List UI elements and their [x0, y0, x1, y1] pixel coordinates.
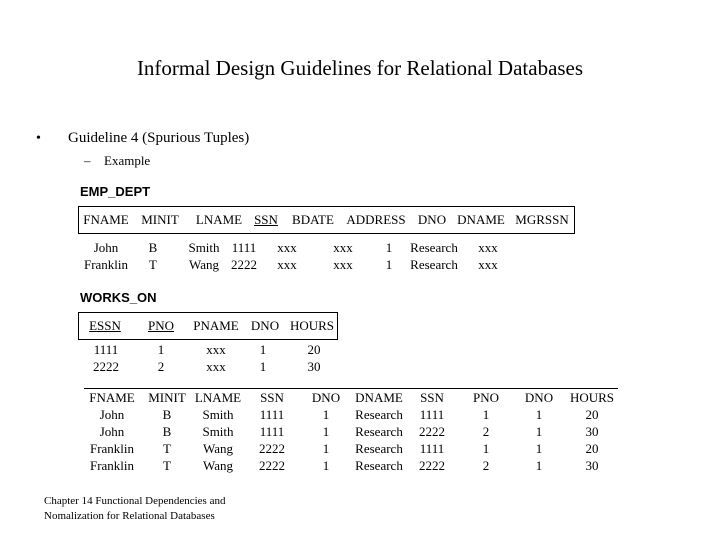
emp-dept-header-cell: ADDRESS [346, 212, 406, 227]
emp-dept-header-cell-key: SSN [254, 212, 278, 227]
table-cell: 2 [482, 424, 490, 439]
table-cell: 2222 [231, 257, 257, 272]
table-cell: 20 [585, 441, 599, 456]
table-cell: 2 [157, 359, 165, 374]
table-cell: 30 [585, 458, 599, 473]
table-cell: John [93, 240, 119, 255]
table-cell: B [162, 407, 172, 422]
table-cell: 2222 [93, 359, 119, 374]
table-cell: 1 [535, 458, 543, 473]
table-cell: 20 [585, 407, 599, 422]
table-cell: 1 [259, 342, 267, 357]
table-cell: 2222 [259, 458, 285, 473]
table-cell: 1 [385, 240, 393, 255]
emp-dept-header-cell: MGRSSN [515, 212, 569, 227]
table-cell: 1 [535, 441, 543, 456]
table-cell: Wang [203, 458, 233, 473]
table-cell: 1 [157, 342, 165, 357]
footer-line: Chapter 14 Functional Dependencies and [44, 495, 226, 507]
table-cell: 1 [322, 407, 330, 422]
sub-bullet-marker: – [84, 153, 91, 168]
table-cell: 1 [322, 441, 330, 456]
table-cell: 1 [385, 257, 393, 272]
table-cell: 1 [322, 424, 330, 439]
works-on-header-cell: HOURS [289, 318, 335, 333]
emp-dept-header-cell: BDATE [292, 212, 334, 227]
join-header-cell: LNAME [194, 390, 242, 405]
join-header-cell: DNO [311, 390, 341, 405]
join-header-cell: FNAME [89, 390, 135, 405]
join-result-divider [84, 388, 618, 389]
works-on-label: WORKS_ON [80, 290, 157, 305]
table-cell: 1 [322, 458, 330, 473]
emp-dept-header-cell: DNO [417, 212, 447, 227]
table-cell: 2 [482, 458, 490, 473]
emp-dept-label: EMP_DEPT [80, 184, 151, 199]
join-header-cell: PNO [472, 390, 500, 405]
table-cell: Wang [189, 257, 219, 272]
table-cell: 1 [535, 407, 543, 422]
table-cell: B [162, 424, 172, 439]
table-cell: 2222 [419, 458, 445, 473]
table-cell: Smith [188, 240, 220, 255]
join-header-cell: SSN [420, 390, 444, 405]
works-on-header-cell: PNAME [193, 318, 239, 333]
table-cell: xxx [206, 342, 226, 357]
table-cell: John [99, 424, 125, 439]
table-cell: 30 [307, 359, 321, 374]
slide-title: Informal Design Guidelines for Relational Databases [136, 56, 584, 80]
table-cell: John [99, 407, 125, 422]
table-cell: 2222 [259, 441, 285, 456]
table-cell: xxx [277, 257, 297, 272]
table-cell: 1111 [259, 407, 285, 422]
table-cell: Franklin [89, 441, 135, 456]
table-cell: Research [410, 257, 458, 272]
table-cell: Research [355, 441, 403, 456]
table-cell: xxx [206, 359, 226, 374]
table-cell: Franklin [83, 257, 129, 272]
table-cell: Research [355, 458, 403, 473]
table-cell: Research [355, 407, 403, 422]
table-cell: xxx [478, 240, 498, 255]
works-on-header-cell: DNO [250, 318, 280, 333]
sub-bullet-example: Example [104, 153, 151, 168]
table-cell: 1111 [93, 342, 119, 357]
bullet-marker: • [36, 131, 41, 146]
table-cell: Research [355, 424, 403, 439]
table-cell: xxx [333, 257, 353, 272]
works-on-header-cell-key: PNO [147, 318, 175, 333]
table-cell: 2222 [419, 424, 445, 439]
join-header-cell: SSN [260, 390, 284, 405]
table-cell: 1111 [419, 441, 445, 456]
emp-dept-header-cell: LNAME [195, 212, 243, 227]
bullet-guideline: Guideline 4 (Spurious Tuples) [68, 130, 250, 146]
table-cell: Smith [202, 424, 234, 439]
emp-dept-header-cell: FNAME [83, 212, 129, 227]
table-cell: Franklin [89, 458, 135, 473]
join-header-cell: MINIT [148, 390, 186, 405]
table-cell: 1 [482, 441, 490, 456]
table-cell: 1111 [231, 240, 257, 255]
slide-footer [44, 494, 225, 524]
works-on-header-cell-key: ESSN [89, 318, 121, 333]
table-cell: xxx [478, 257, 498, 272]
table-cell: B [148, 240, 158, 255]
join-header-cell: HOURS [569, 390, 615, 405]
table-cell: Wang [203, 441, 233, 456]
table-cell: xxx [333, 240, 353, 255]
table-cell: 1111 [419, 407, 445, 422]
emp-dept-header-cell: DNAME [457, 212, 505, 227]
table-cell: T [149, 257, 157, 272]
table-cell: 20 [307, 342, 321, 357]
emp-dept-header-cell: MINIT [141, 212, 179, 227]
table-cell: T [163, 458, 171, 473]
join-header-cell: DNO [524, 390, 554, 405]
table-cell: 1111 [259, 424, 285, 439]
table-cell: 1 [535, 424, 543, 439]
table-cell: Research [410, 240, 458, 255]
table-cell: 30 [585, 424, 599, 439]
join-header-cell: DNAME [355, 390, 403, 405]
table-cell: Smith [202, 407, 234, 422]
table-cell: T [163, 441, 171, 456]
table-cell: 1 [259, 359, 267, 374]
table-cell: 1 [482, 407, 490, 422]
table-cell: xxx [277, 240, 297, 255]
footer-line: Nomalization for Relational Databases [44, 510, 215, 522]
